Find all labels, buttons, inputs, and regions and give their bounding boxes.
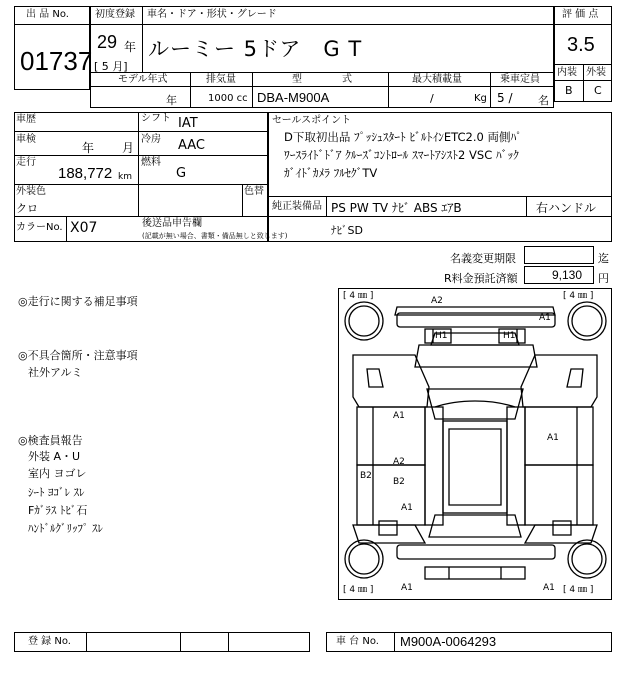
capacity-label: 乗車定員	[500, 74, 540, 85]
damage-mark: A1	[401, 583, 413, 593]
capacity-value: 5 /	[497, 91, 513, 105]
max-load-label: 最大積載量	[412, 74, 462, 85]
chassis-value: M900A-0064293	[400, 634, 497, 649]
damage-mark: A2	[431, 296, 443, 306]
inspector-line: ﾊﾝﾄﾞﾙｸﾞﾘｯﾌﾟ ｽﾚ	[28, 522, 103, 535]
extra-value: ﾅﾋﾞSD	[331, 224, 363, 237]
docs-label: 後送品申告欄	[142, 218, 202, 229]
first-reg-year-unit: 年	[124, 40, 137, 54]
model-year-label: モデル年式	[118, 74, 168, 85]
driving-title: ◎走行に関する補足事項	[18, 295, 138, 308]
ac-label: 冷房	[141, 134, 161, 145]
color-no-label: カラーNo.	[16, 222, 63, 233]
sales-line3: ｶﾞｲﾄﾞｶﾒﾗ ﾌﾙｾｸﾞTV	[284, 166, 378, 180]
car-name-label: 車名・ドア・形状・グレード	[147, 9, 277, 20]
ext-color-value: クロ	[16, 202, 38, 215]
recycle-value: 9,130	[552, 268, 583, 282]
docs-note: (記載が無い場合、書類・備品無しと致します)	[142, 232, 288, 240]
max-load-unit: Kg	[474, 93, 487, 104]
history-label: 車歴	[16, 114, 36, 125]
max-load-slash: /	[430, 92, 434, 105]
defect-title: ◎不具合箇所・注意事項	[18, 349, 138, 362]
name-change-label: 名義変更期限	[450, 252, 516, 265]
damage-mark: B2	[360, 471, 372, 481]
first-reg-year: 29	[97, 32, 118, 52]
sales-label: セールスポイント	[272, 115, 352, 126]
inspector-line: 外装 A・U	[28, 450, 81, 463]
first-reg-label: 初度登録	[95, 9, 135, 20]
recycle-unit: 円	[598, 272, 609, 285]
exterior-label: 外装	[586, 67, 606, 78]
reg-no-label: 登 録 No.	[28, 636, 71, 647]
interior-grade: B	[565, 84, 573, 97]
ac-value: AAC	[178, 138, 205, 153]
first-reg-month: [ 5 月]	[94, 60, 128, 73]
inspector-line: Fｶﾞﾗｽ ﾄﾋﾞ石	[28, 504, 88, 517]
inspector-title: ◎検査員報告	[18, 434, 83, 447]
capacity-unit: 名	[538, 94, 549, 107]
tire-depth-rl: [ 4 ㎜ ]	[343, 585, 374, 595]
fuel-value: G	[176, 166, 187, 181]
sales-line2: ﾜｰｽﾗｲﾄﾞﾄﾞｱ ｸﾙｰｽﾞｺﾝﾄﾛｰﾙ ｽﾏｰﾄｱｼｽﾄ2 VSC ﾊﾞｯｸ	[284, 148, 519, 162]
score-label: 評 価 点	[562, 9, 599, 20]
type-label: 型 式	[292, 74, 352, 85]
handle-value: 右ハンドル	[536, 201, 597, 215]
damage-mark: A1	[393, 411, 405, 421]
sales-line1: D下取初出品 ﾌﾟｯｼｭｽﾀｰﾄ ﾋﾞﾙﾄｲﾝETC2.0 両側ﾊﾟ	[284, 130, 523, 144]
inspection-label: 車検	[16, 134, 36, 145]
inspection-year: 年	[82, 141, 95, 155]
damage-mark: A2	[393, 457, 405, 467]
fuel-label: 燃料	[141, 157, 161, 168]
inspector-line: 室内 ヨゴレ	[28, 467, 87, 480]
type-value: DBA-M900A	[257, 90, 330, 105]
name-change-unit: 迄	[598, 252, 609, 265]
inspection-month: 月	[122, 141, 135, 155]
displacement-label: 排気量	[206, 74, 236, 85]
mileage-label: 走行	[16, 157, 36, 168]
damage-mark: A1	[547, 433, 559, 443]
displacement: 1000 cc	[208, 93, 248, 104]
car-name: ルーミー 5ドア G T	[148, 37, 363, 61]
score-value: 3.5	[567, 34, 595, 56]
damage-mark: B2	[393, 477, 405, 487]
lot-no: 01737	[20, 46, 93, 76]
chassis-label: 車 台 No.	[336, 636, 379, 647]
shift-value: IAT	[178, 116, 198, 131]
color-no-value: X07	[70, 220, 98, 236]
tire-depth-fl: [ 4 ㎜ ]	[343, 291, 374, 301]
equip-label: 純正装備品	[272, 201, 322, 212]
tire-depth-fr: [ 4 ㎜ ]	[563, 291, 594, 301]
inspector-line: ｼｰﾄ ﾖｺﾞﾚ ｽﾚ	[28, 486, 85, 499]
recycle-label: R料金預託済額	[444, 272, 518, 285]
damage-mark: A1	[543, 583, 555, 593]
exterior-grade: C	[594, 84, 602, 97]
equip-value: PS PW TV ﾅﾋﾞ ABS ｴｱB	[331, 201, 462, 215]
damage-diagram	[338, 288, 612, 600]
mileage-value: 188,772	[58, 165, 113, 182]
color-change-label: 色替	[244, 186, 264, 197]
name-change-field	[524, 246, 594, 264]
defect-line1: 社外アルミ	[28, 366, 83, 379]
tire-depth-rr: [ 4 ㎜ ]	[563, 585, 594, 595]
shift-label: シフト	[141, 113, 171, 124]
car-outline-svg	[339, 289, 611, 599]
interior-label: 内装	[557, 67, 577, 78]
damage-mark: A1	[539, 313, 551, 323]
damage-mark: A1	[401, 503, 413, 513]
damage-mark: H1	[503, 331, 516, 341]
model-year-unit: 年	[166, 94, 177, 107]
ext-color-label: 外装色	[16, 186, 46, 197]
damage-mark: H1	[435, 331, 448, 341]
lot-no-label: 出 品 No.	[26, 9, 69, 20]
mileage-unit: km	[118, 172, 132, 182]
